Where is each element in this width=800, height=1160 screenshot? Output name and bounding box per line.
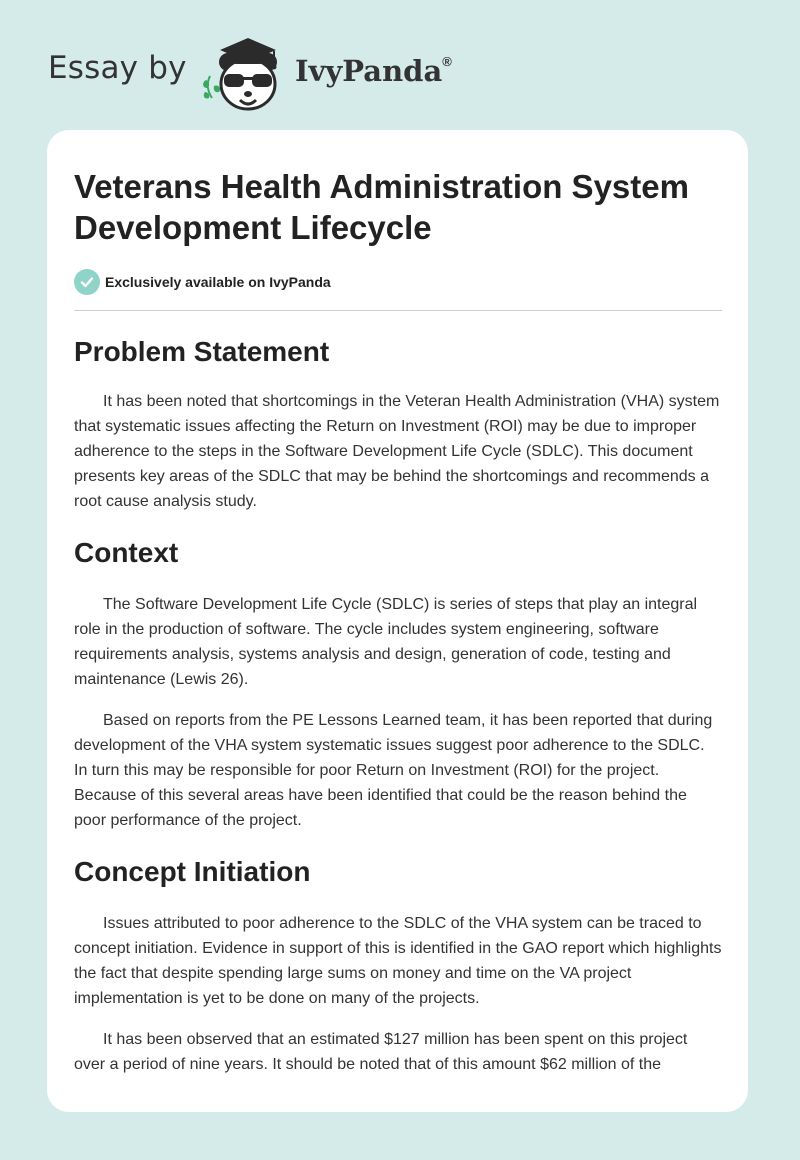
page-title: Veterans Health Administration System Development Lifecycle <box>74 168 689 246</box>
essay-content <box>47 130 748 1077</box>
section-heading-context: Context <box>74 537 179 568</box>
panda-logo-icon[interactable] <box>202 36 292 116</box>
essay-card <box>47 130 748 1112</box>
paragraph: Issues attributed to poor adherence to the SDLC of the VHA system can be traced to concept initiation. Evidence in support of this is identified in the GAO report which highlights the fact that despite spending large sums on money and time on the VA project implementation is yet to be done on many of the projects. <box>74 915 722 1007</box>
brand-name-text: IvyPanda <box>295 54 443 88</box>
paragraph: Based on reports from the PE Lessons Learned team, it has been reported that during development of the VHA system systematic issues suggest poor adherence to the SDLC. In turn this may be responsible for poor Return on Investment (ROI) for the project. Because of this several areas have been identified that could be the reason behind the poor performance of the project. <box>74 712 713 829</box>
paragraph: The Software Development Life Cycle (SDLC) is series of steps that play an integral role in the production of software. The cycle includes system engineering, software requirements analysis, systems analysis and design, generation of code, testing and maintenance (Lewis 26). <box>74 596 698 688</box>
brand-name[interactable] <box>295 54 452 88</box>
brand-prefix: Essay by <box>48 50 187 86</box>
paragraph: It has been observed that an estimated $127 million has been spent on this project over a period of nine years. It should be noted that of this amount $62 million of the <box>74 1031 688 1073</box>
registered-mark: ® <box>442 54 452 70</box>
section-heading-concept-initiation: Concept Initiation <box>74 856 311 887</box>
section-heading-problem-statement: Problem Statement <box>74 336 330 367</box>
paragraph: It has been noted that shortcomings in the Veteran Health Administration (VHA) system that systematic issues affecting the Return on Investment (ROI) may be due to improper adherence to the steps in the Software Development Life Cycle (SDLC). This document presents key areas of the SDLC that may be behind the shortcomings and recommends a root cause analysis study. <box>74 393 720 510</box>
site-header <box>48 36 752 116</box>
badge-text: Exclusively available on IvyPanda <box>105 274 331 290</box>
check-icon <box>74 269 100 295</box>
exclusive-badge <box>74 268 722 296</box>
title-divider <box>74 310 722 311</box>
